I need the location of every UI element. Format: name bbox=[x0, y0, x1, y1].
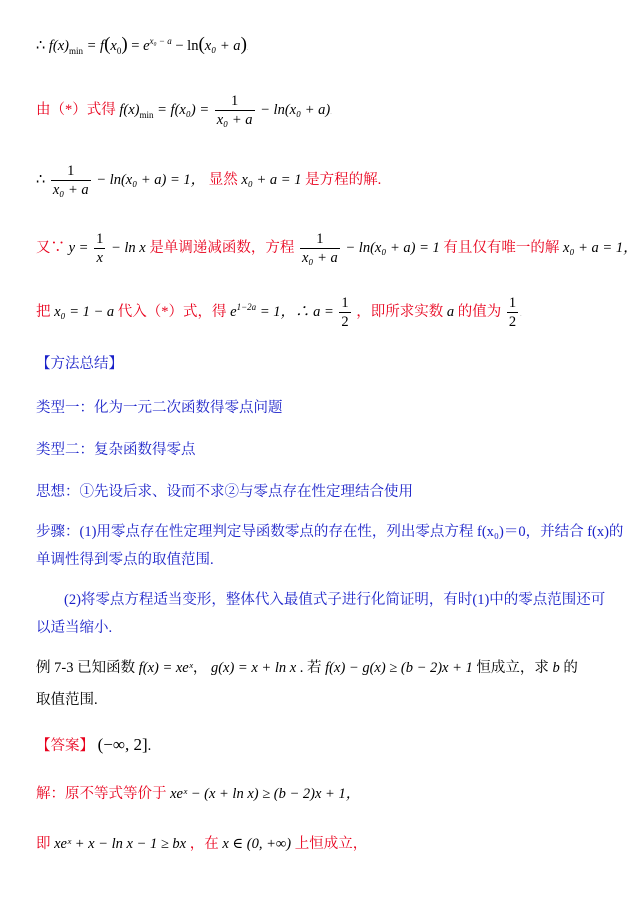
therefore-symbol: ∴ bbox=[36, 38, 46, 54]
exp-base: e bbox=[230, 303, 237, 320]
solution-prefix: 即 bbox=[36, 836, 51, 852]
solution-line-1 bbox=[36, 782, 360, 803]
equation-rest: − ln(x₀ + a) = 1， bbox=[96, 171, 206, 188]
ln-term: − ln(x₀ + a) bbox=[260, 101, 331, 118]
y-equals: y = bbox=[68, 239, 89, 256]
solution-math: xeˣ − (x + ln x) ≥ (b − 2)x + 1， bbox=[170, 786, 361, 802]
answer-value: (−∞, 2] bbox=[97, 735, 148, 754]
summary-step2-b: 以适当缩小. bbox=[36, 620, 113, 636]
line-fmin-expression: ∴ $f(x)_{min} = f(x_0) = e^{x_0 - a} - \ln(x_0 + a)$. bbox=[36, 34, 249, 56]
example-text: 的 bbox=[563, 660, 578, 676]
fraction bbox=[215, 92, 255, 129]
solution-math: xeˣ + x − ln x − 1 ≥ bx bbox=[54, 836, 187, 852]
value-is-text: 的值为 bbox=[457, 303, 502, 320]
example-line-1: 例 7-3 已知函数 f(x) = xeˣ， g(x) = x + ln x . 若 f(x) − g(x) ≥ (b − 2)x + 1 恒成立，求 b 的 bbox=[36, 660, 578, 676]
equals-sign: = bbox=[131, 38, 140, 54]
fraction-denominator: x₀ + a bbox=[52, 182, 89, 199]
obvious-text: 显然 bbox=[208, 171, 238, 188]
line-from-star: 由（*）式得 $f(x)_{min} = f(x_0)$ = $\frac{1}{\text{x₀ + a}}$ − ln(x₀ + a). bbox=[36, 93, 332, 129]
minus-ln: − ln bbox=[175, 38, 199, 54]
fraction-2 bbox=[300, 230, 340, 267]
exp-base: e bbox=[143, 38, 150, 54]
fraction-half bbox=[339, 294, 350, 331]
solution-equation: x₀ + a = 1， bbox=[563, 239, 638, 256]
summary-step1-a: 步骤：(1)用零点存在性定理判定导函数零点的存在性，列出零点方程 f(x₀)＝0，并结合 f(x)的 bbox=[36, 524, 624, 540]
example-text: 已知函数 bbox=[77, 660, 136, 676]
solution-text: ，在 bbox=[189, 836, 219, 852]
solution-text: 上恒成立， bbox=[294, 836, 368, 852]
summary-heading: 【方法总结】 bbox=[36, 356, 123, 372]
equals-f: = f bbox=[86, 38, 105, 54]
fraction bbox=[94, 230, 105, 267]
fraction-numerator: 1 bbox=[67, 163, 75, 179]
therefore-symbol: ∴ bbox=[36, 171, 46, 188]
exp-superscript: 1−2a bbox=[236, 302, 257, 313]
solution-line-2 bbox=[36, 832, 367, 853]
fraction bbox=[51, 162, 91, 199]
min-subscript: min bbox=[68, 45, 83, 56]
ln-x-term: − ln x bbox=[110, 239, 146, 256]
line-monotone bbox=[36, 230, 638, 267]
min-subscript: min bbox=[139, 109, 154, 120]
result-text: ，即所求实数 bbox=[356, 303, 444, 320]
fx-min: f(x) bbox=[119, 101, 140, 118]
equation-rest: − ln(x₀ + a) = 1 bbox=[345, 239, 440, 256]
answer-line: 【答案】 (−∞, 2]. bbox=[36, 735, 152, 754]
function-f: f(x) = xeˣ bbox=[138, 660, 193, 676]
solution-prefix: 解：原不等式等价于 bbox=[36, 786, 167, 802]
fraction-denominator: x₀ + a bbox=[301, 250, 338, 267]
fraction-numerator: 1 bbox=[231, 93, 239, 109]
variable-a: a bbox=[446, 303, 455, 320]
a-equals: = 1，∴ a = bbox=[259, 303, 334, 320]
example-label: 例 7-3 bbox=[36, 660, 74, 676]
fraction-numerator: 1 bbox=[341, 295, 349, 311]
inequality: f(x) − g(x) ≥ (b − 2)x + 1 bbox=[325, 660, 473, 676]
fraction-numerator: 1 bbox=[316, 231, 324, 247]
fx-min: f(x) bbox=[48, 38, 69, 54]
fraction-denominator: x₀ + a bbox=[216, 112, 253, 129]
summary-idea: 思想：①先设后求、设而不求②与零点存在性定理结合使用 bbox=[36, 484, 413, 500]
fraction-numerator: 1 bbox=[96, 231, 104, 247]
line-substitute: 把 x₀ = 1 − a 代入（*）式，得 $e^{1-2a} = 1$，∴ a = $\frac{1}{2}$ ，即所求实数 a 的值为 $\frac{1}{2}$ . bbox=[36, 295, 522, 331]
from-star-text: 由（*）式得 bbox=[36, 101, 116, 118]
variable-b: b bbox=[552, 660, 560, 676]
example-line-2: 取值范围. bbox=[36, 692, 98, 708]
fraction-denominator: x bbox=[94, 248, 105, 267]
exp-superscript: x₀ − a bbox=[149, 36, 172, 47]
ln-argument: x₀ + a bbox=[204, 38, 241, 54]
example-text: 恒成立，求 bbox=[476, 660, 549, 676]
fraction-half-2 bbox=[507, 294, 518, 331]
fraction-denominator: 2 bbox=[508, 314, 517, 331]
substitution: x₀ = 1 − a bbox=[54, 303, 115, 320]
summary-step1-b: 单调性得到零点的取值范围. bbox=[36, 552, 214, 568]
fraction-denominator: 2 bbox=[341, 314, 349, 331]
is-solution-text: 是方程的解. bbox=[305, 171, 382, 188]
fraction-numerator: 1 bbox=[508, 295, 517, 311]
since-text: 又∵ bbox=[36, 239, 65, 256]
x0: x bbox=[110, 38, 117, 54]
solution-equation: x₀ + a = 1 bbox=[241, 171, 302, 188]
equals-f-x0: = f(x₀) = bbox=[157, 101, 210, 118]
substitute-prefix: 把 bbox=[36, 303, 51, 320]
line-therefore-equation bbox=[36, 162, 381, 199]
unique-solution-text: 有且仅有唯一的解 bbox=[443, 239, 560, 256]
monotone-text: 是单调递减函数，方程 bbox=[149, 239, 295, 256]
substitute-text: 代入（*）式，得 bbox=[117, 303, 227, 320]
function-g: g(x) = x + ln x bbox=[210, 660, 297, 676]
example-text: . 若 bbox=[299, 660, 322, 676]
summary-type2: 类型二：复杂函数得零点 bbox=[36, 442, 196, 458]
summary-step2-a: (2)将零点方程适当变形，整体代入最值式子进行化简证明，有时(1)中的零点范围还可 bbox=[64, 592, 606, 608]
answer-label: 【答案】 bbox=[36, 738, 94, 754]
domain: x ∈ (0, +∞) bbox=[222, 836, 292, 852]
summary-type1: 类型一：化为一元二次函数得零点问题 bbox=[36, 400, 283, 416]
